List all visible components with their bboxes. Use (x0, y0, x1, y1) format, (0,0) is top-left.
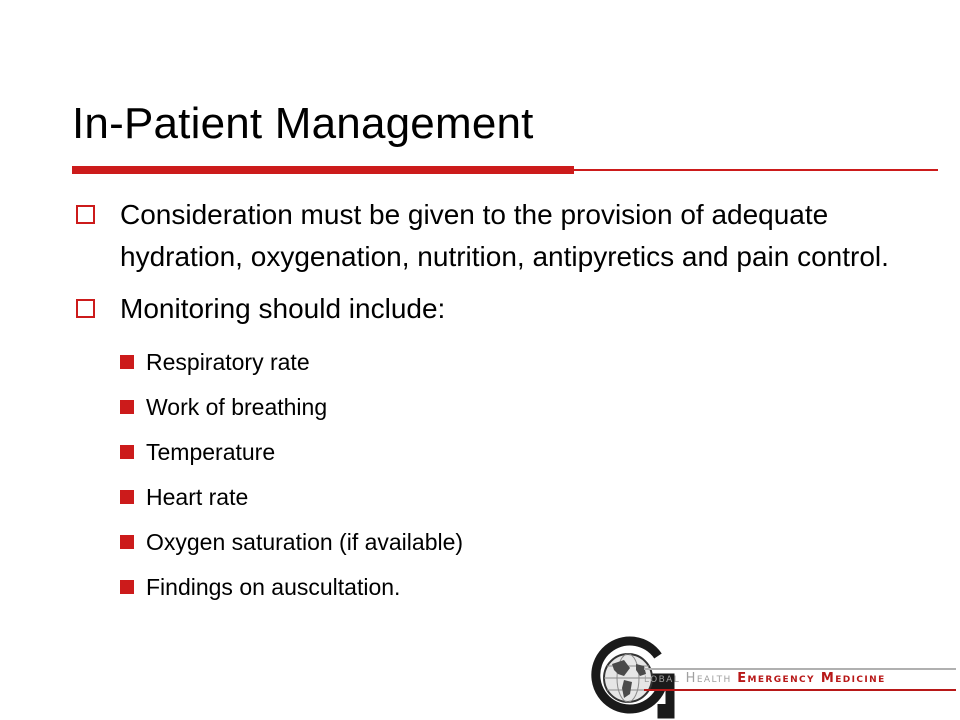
hollow-square-bullet-icon (76, 299, 95, 318)
filled-square-bullet-icon (120, 445, 134, 459)
bullet-item (72, 194, 892, 278)
bullet-text: Monitoring should include: (120, 293, 446, 324)
title-underline-thick (72, 166, 574, 174)
filled-square-bullet-icon (120, 355, 134, 369)
logo-divider (644, 689, 956, 691)
sub-bullet-list (120, 340, 892, 610)
filled-square-bullet-icon (120, 400, 134, 414)
logo-wordmark: lobal Health Emergency Medicine (644, 671, 886, 686)
filled-square-bullet-icon (120, 580, 134, 594)
logo-divider (644, 668, 956, 670)
sub-bullet-item (120, 385, 892, 430)
hollow-square-bullet-icon (76, 205, 95, 224)
bullet-text: Consideration must be given to the provision of adequate hydration, oxygenation, nutrition, antipyretics and pain control. (120, 199, 889, 272)
slide-title: In-Patient Management (72, 99, 534, 148)
bullet-list (72, 194, 892, 610)
sub-bullet-item (120, 430, 892, 475)
filled-square-bullet-icon (120, 490, 134, 504)
sub-bullet-item (120, 475, 892, 520)
sub-bullet-text: Temperature (146, 439, 276, 465)
sub-bullet-text: Oxygen saturation (if available) (146, 529, 464, 555)
sub-bullet-text: Findings on auscultation. (146, 574, 401, 600)
sub-bullet-text: Respiratory rate (146, 349, 310, 375)
sub-bullet-text: Heart rate (146, 484, 249, 510)
sub-bullet-text: Work of breathing (146, 394, 328, 420)
sub-bullet-item (120, 520, 892, 565)
organization-logo (586, 634, 960, 720)
sub-bullet-item (120, 340, 892, 385)
bullet-item (72, 288, 892, 330)
filled-square-bullet-icon (120, 535, 134, 549)
sub-bullet-item (120, 565, 892, 610)
